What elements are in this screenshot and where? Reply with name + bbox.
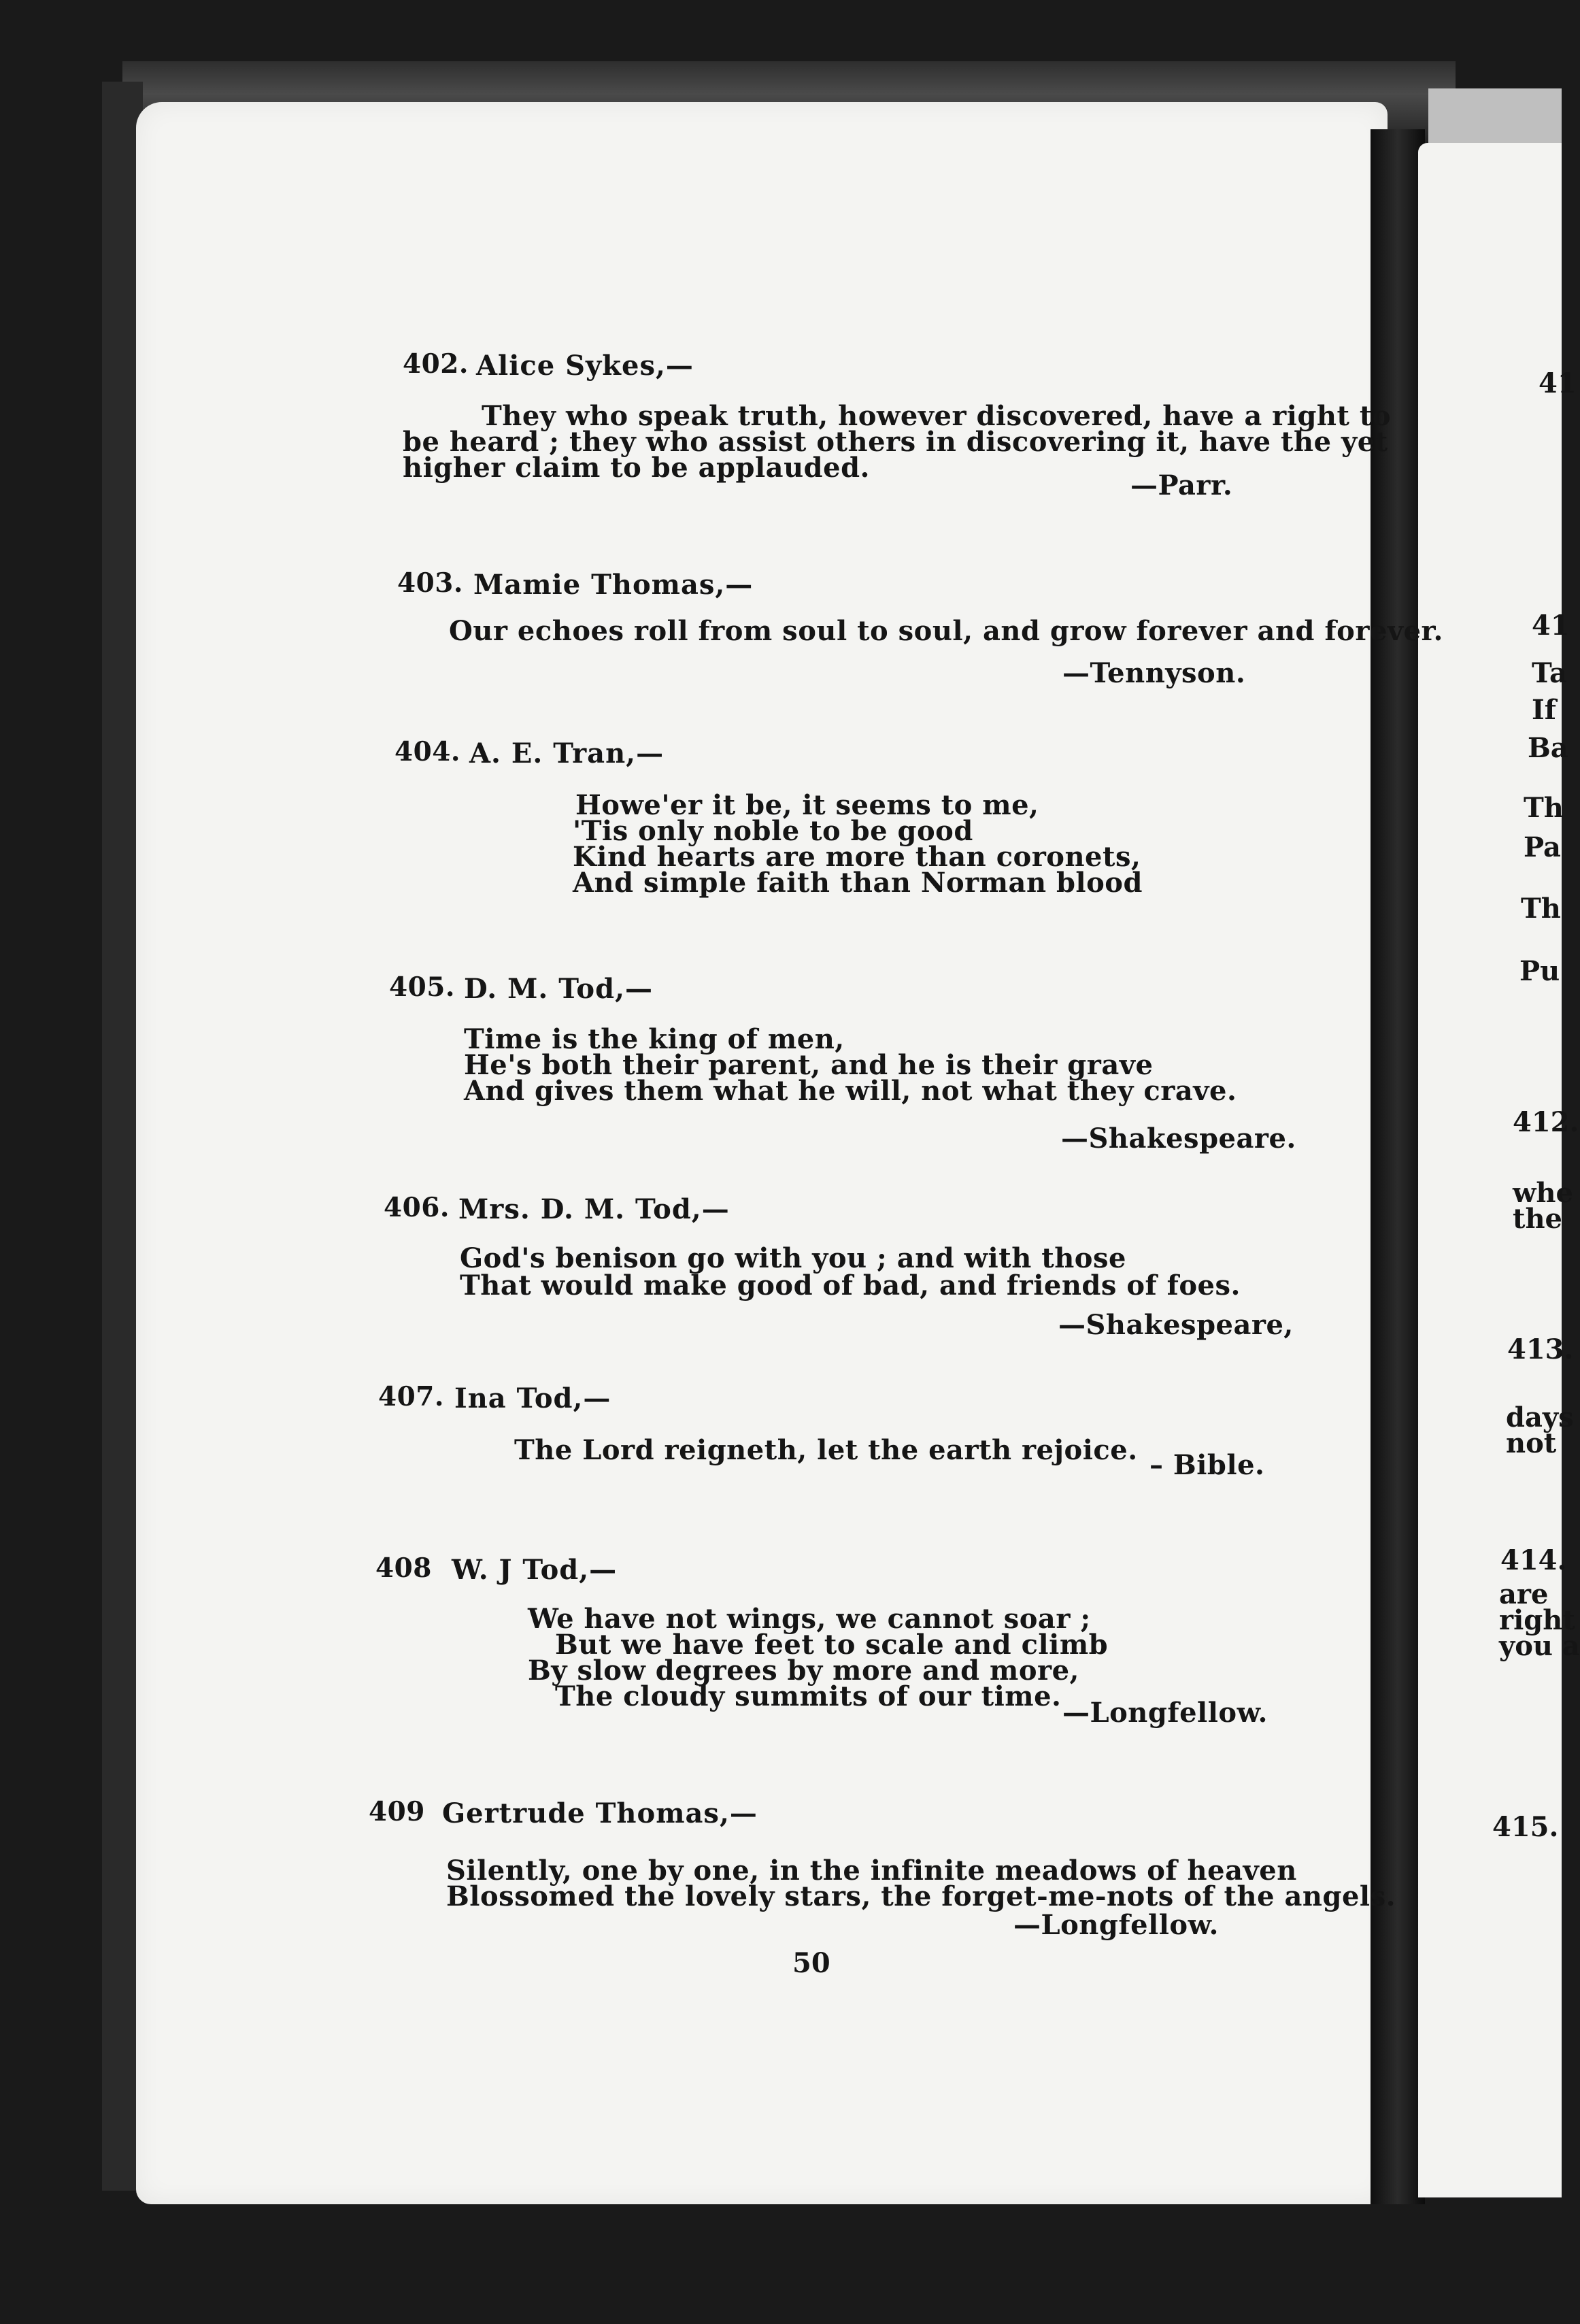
quote-line: And simple faith than Norman blood (573, 867, 1143, 899)
right-page-text-fragment: you a (1499, 1630, 1580, 1662)
quote-attribution: —Longfellow. (1013, 1909, 1219, 1941)
right-page-text-fragment: days (1506, 1401, 1574, 1433)
quote-line: be heard ; they who assist others in discovering it, have the yet (403, 426, 1388, 458)
quote-attribution: —Shakespeare, (1058, 1309, 1294, 1341)
quote-attribution: —Longfellow. (1062, 1697, 1268, 1729)
quote-line: Time is the king of men, (464, 1023, 845, 1055)
quote-attribution: —Shakespeare. (1061, 1123, 1296, 1155)
quote-line: Kind hearts are more than coronets, (573, 841, 1141, 873)
right-page-text-fragment: 413. (1507, 1333, 1574, 1365)
quote-line: And gives them what he will, not what they crave. (464, 1075, 1237, 1107)
quote-attribution: —Parr. (1130, 469, 1233, 501)
right-page-text-fragment: the (1513, 1203, 1563, 1235)
quote-line: He's both their parent, and he is their grave (464, 1049, 1154, 1081)
right-page-text-fragment: Ba (1528, 732, 1568, 764)
right-book-page (1418, 143, 1562, 2197)
quote-line: Our echoes roll from soul to soul, and grow forever and forever. (449, 615, 1443, 647)
entry-name: Mrs. D. M. Tod,— (458, 1193, 730, 1225)
quote-line: Howe'er it be, it seems to me, (575, 789, 1039, 821)
entry-number: 409 (369, 1796, 425, 1827)
right-page-text-fragment: Th (1524, 792, 1564, 824)
entry-number: 404. (394, 736, 460, 767)
right-page-text-fragment: 41 (1532, 610, 1570, 642)
quote-line: Blossomed the lovely stars, the forget-me-nots of the angels. (446, 1880, 1396, 1912)
quote-line: God's benison go with you ; and with those (460, 1242, 1126, 1274)
page-number: 50 (792, 1947, 830, 1979)
right-page-text-fragment: Pu (1519, 955, 1560, 987)
quote-line: The Lord reigneth, let the earth rejoice. (514, 1434, 1138, 1466)
right-page-text-fragment: whe (1513, 1177, 1573, 1209)
entry-number: 403. (397, 567, 463, 599)
quote-attribution: – Bible. (1149, 1449, 1265, 1481)
entry-number: 406. (384, 1192, 450, 1223)
right-page-text-fragment: 415. (1492, 1811, 1559, 1843)
entry-name: D. M. Tod,— (464, 973, 653, 1005)
entry-name: Gertrude Thomas,— (442, 1797, 758, 1829)
entry-number: 405. (389, 972, 455, 1003)
entry-name: W. J Tod,— (452, 1554, 618, 1586)
quote-line: Silently, one by one, in the infinite meadows of heaven (446, 1855, 1297, 1887)
quote-line: That would make good of bad, and friends of foes. (460, 1269, 1241, 1301)
entry-number: 407. (378, 1381, 444, 1412)
entry-name: Ina Tod,— (454, 1382, 611, 1414)
quote-line: higher claim to be applauded. (403, 452, 870, 484)
right-page-text-fragment: If (1532, 694, 1556, 726)
quote-line: By slow degrees by more and more, (528, 1655, 1079, 1687)
quote-line: The cloudy summits of our time. (555, 1680, 1062, 1712)
quote-line: 'Tis only noble to be good (573, 815, 973, 847)
right-page-text-fragment: Ta (1532, 657, 1567, 689)
entry-name: Alice Sykes,— (476, 350, 694, 382)
right-page-text-fragment: right (1499, 1604, 1575, 1636)
right-page-text-fragment: are (1499, 1578, 1549, 1610)
entry-number: 408 (375, 1553, 432, 1584)
right-page-text-fragment: 412. (1513, 1106, 1579, 1138)
quote-line: We have not wings, we cannot soar ; (528, 1603, 1091, 1635)
entry-name: A. E. Tran,— (469, 737, 665, 769)
entry-number: 402. (403, 348, 469, 380)
right-page-text-fragment: not (1506, 1427, 1557, 1459)
right-page-text-fragment: 41 (1539, 367, 1577, 399)
quote-attribution: —Tennyson. (1062, 657, 1246, 689)
quote-line: They who speak truth, however discovered, have a right to (482, 400, 1392, 432)
quote-line: But we have feet to scale and climb (555, 1629, 1109, 1661)
right-page-text-fragment: Th (1521, 893, 1561, 925)
entry-name: Mamie Thomas,— (473, 569, 754, 601)
right-page-text-fragment: 414. (1500, 1544, 1567, 1576)
right-page-text-fragment: Pa (1524, 831, 1561, 863)
right-page-edge-texture (1428, 88, 1562, 143)
